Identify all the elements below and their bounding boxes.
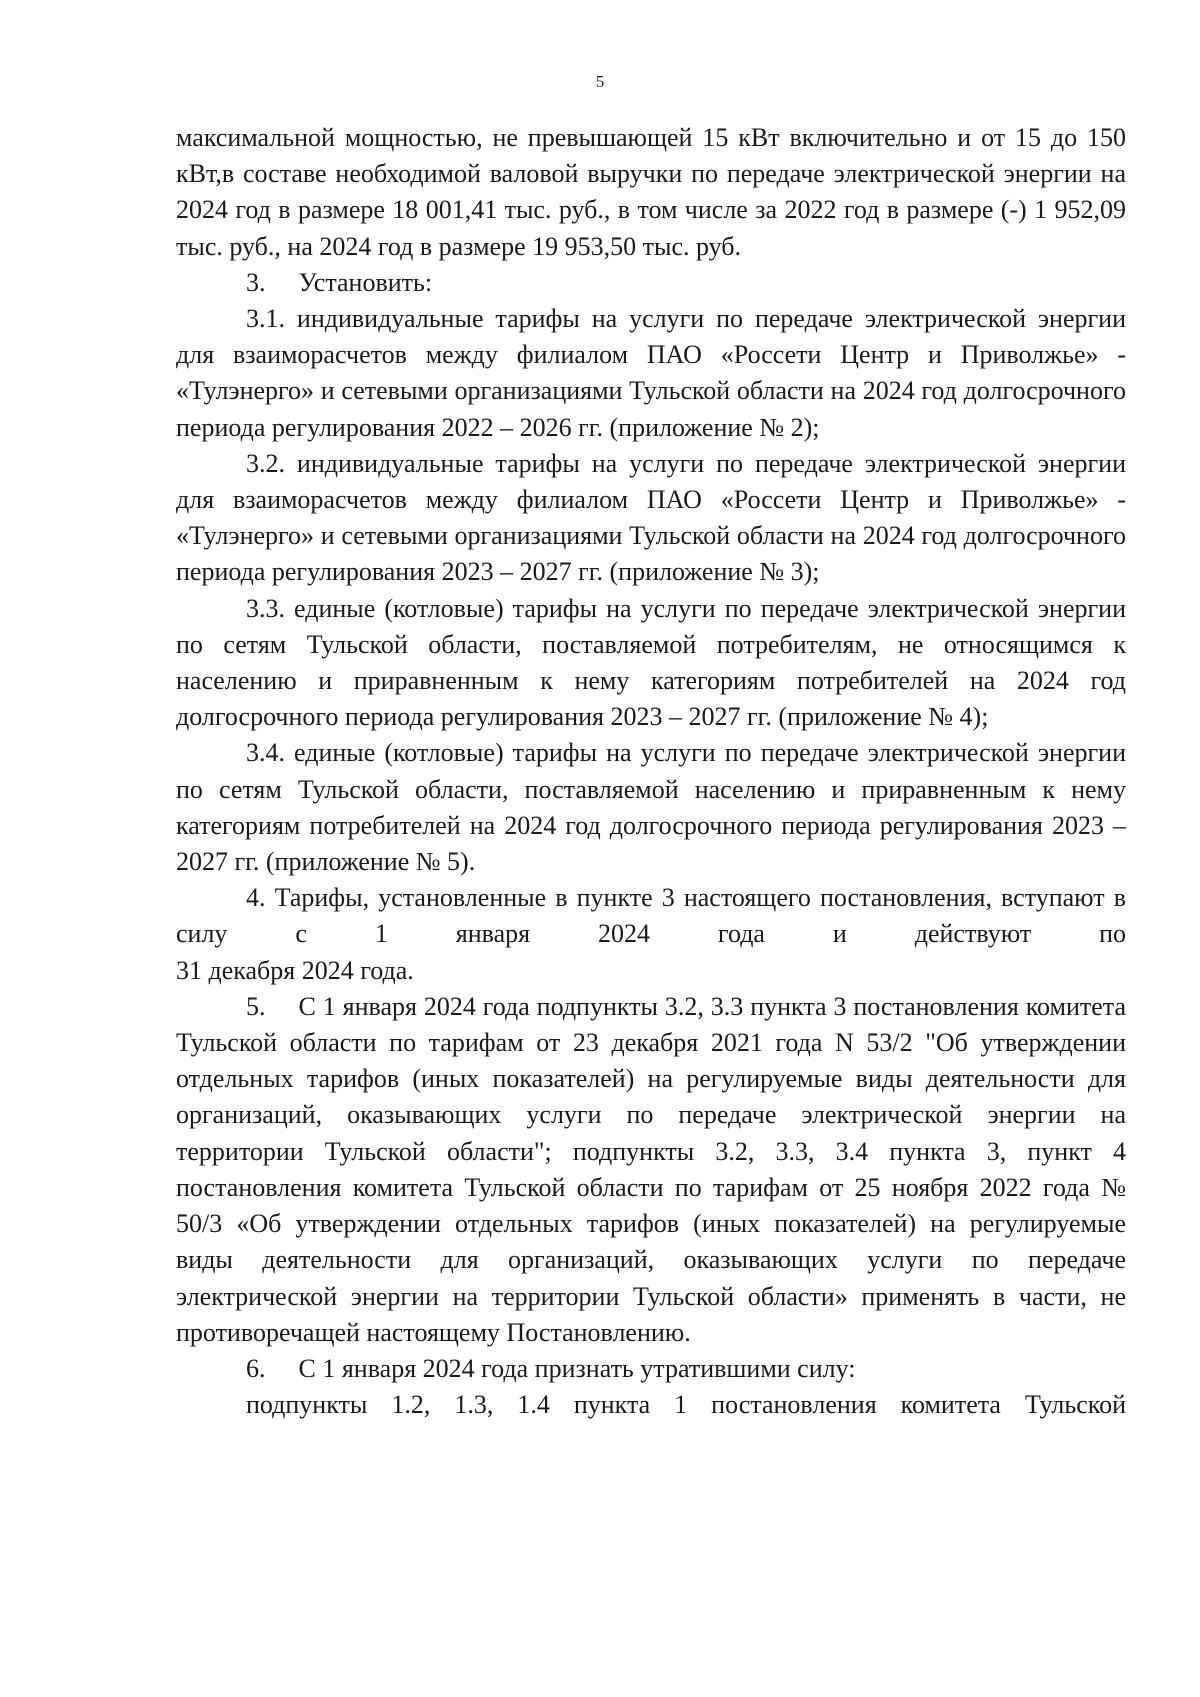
paragraph-6-text: С 1 января 2024 года признать утратившими силу: [298, 1353, 856, 1383]
paragraph-3-4: 3.4. единые (котловые) тарифы на услуги по передаче электрической энергии по сетям Тульской области, поставляемой населению и приравненным к нему категориям потребителей на 2024 год долгосрочного периода регулирования 2023 – 2027 гг. (приложение № 5). [176, 738, 1126, 877]
paragraph-3 [176, 265, 1126, 301]
paragraph-4: 4. Тарифы, установленные в пункте 3 настоящего постановления, вступают в силу с 1 января 2024 года и действуют по [176, 883, 1126, 949]
paragraph-3-number: 3. [246, 267, 266, 297]
paragraph-5 [176, 989, 1126, 1351]
paragraph-4-continuation: 31 декабря 2024 года. [176, 955, 414, 985]
paragraph-6 [176, 1351, 1126, 1387]
paragraph-6-sub: подпункты 1.2, 1.3, 1.4 пункта 1 постановления комитета Тульской [246, 1390, 1126, 1420]
paragraph-5-text: С 1 января 2024 года подпункты 3.2, 3.3 пункта 3 постановления комитета Тульской области по тарифам от 23 декабря 2021 года N 53/2 "Об утверждении отдельных тарифов (иных показателей) на регулируемые виды деятельности для организаций, оказывающих услуги по передаче электрической энергии на территории Тульской области"; подпункты 3.2, 3.3, 3.4 пункта 3, пункт 4 постановления комитета Тульской области по тарифам от 25 ноября 2022 года № 50/3 «Об утверждении отдельных тарифов (иных показателей) на регулируемые виды деятельности для организаций, оказывающих услуги по передаче электрической энергии на территории Тульской области» применять в части, не противоречащей настоящему Постановлению. [176, 991, 1126, 1347]
paragraph-3-1: 3.1. индивидуальные тарифы на услуги по передаче электрической энергии для взаиморасчетов между филиалом ПАО «Россети Центр и Приволжье» - «Тулэнерго» и сетевыми организациями Тульской области на 2024 год долгосрочного периода регулирования 2022 – 2026 гг. (приложение № 2); [176, 304, 1126, 442]
paragraph-3-text: Установить: [298, 267, 433, 297]
document-body [176, 120, 1126, 1423]
paragraph-6-number: 6. [246, 1353, 266, 1383]
paragraph-3-2: 3.2. индивидуальные тарифы на услуги по передаче электрической энергии для взаиморасчетов между филиалом ПАО «Россети Центр и Приволжье» - «Тулэнерго» и сетевыми организациями Тульской области на 2024 год долгосрочного периода регулирования 2023 – 2027 гг. (приложение № 3); [176, 448, 1126, 587]
paragraph-3-3: 3.3. единые (котловые) тарифы на услуги по передаче электрической энергии по сетям Тульской области, поставляемой потребителям, не относящимся к населению и приравненным к нему категориям потребителей на 2024 год долгосрочного периода регулирования 2023 – 2027 гг. (приложение № 4); [176, 593, 1126, 732]
paragraph-5-number: 5. [246, 991, 266, 1021]
page-number: 5 [595, 72, 605, 91]
paragraph-intro: максимальной мощностью, не превышающей 15 кВт включительно и от 15 до 150 кВт,в составе необходимой валовой выручки по передаче электрической энергии на 2024 год в размере 18 001,41 тыс. руб., в том числе за 2022 год в размере (-) 1 952,09 тыс. руб., на 2024 год в размере 19 953,50 тыс. руб. [176, 123, 1126, 261]
